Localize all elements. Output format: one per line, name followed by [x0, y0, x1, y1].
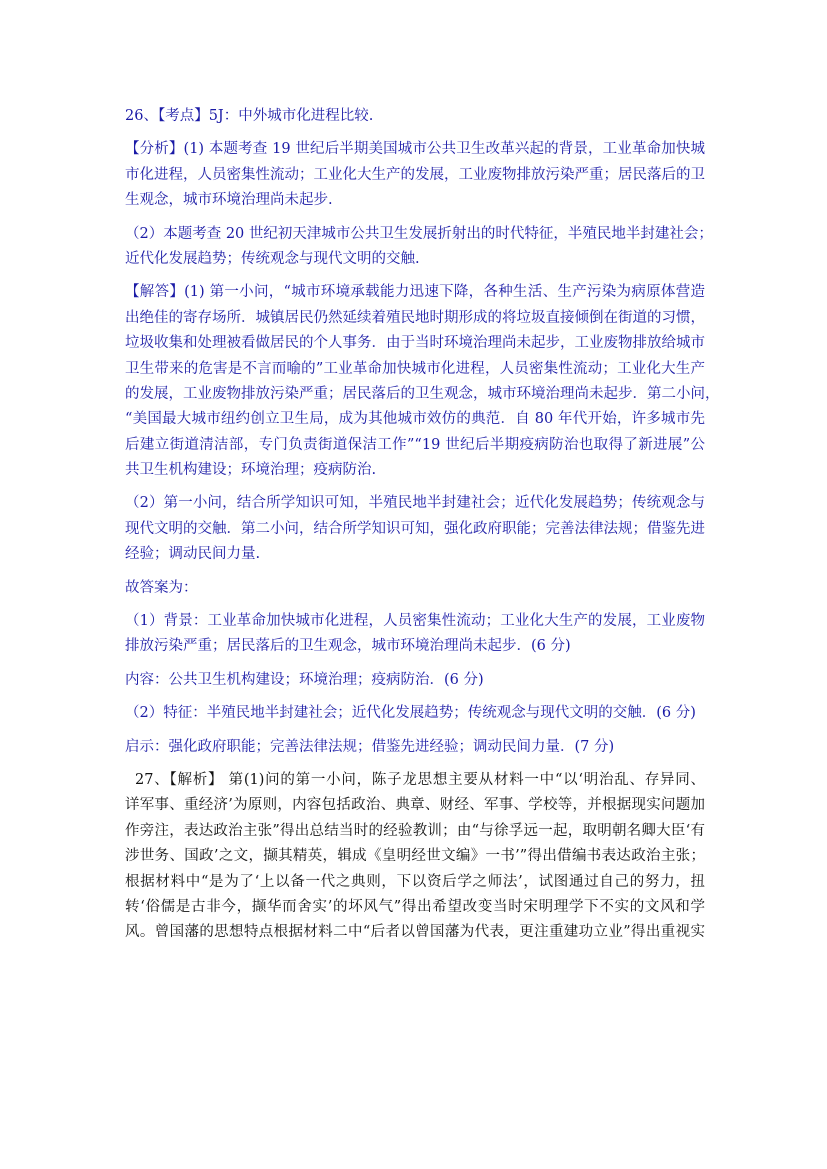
text-line: 详军事、重经济’为原则，内容包括政治、典章、财经、军事、学校等，并根据现实问题加	[125, 797, 705, 814]
text-line: 共卫生机构建设；环境治理；疫病防治.	[125, 462, 377, 479]
text-line: （2）第一小问，结合所学知识可知，半殖民地半封建社会；近代化发展趋势；传统观念与	[125, 495, 705, 512]
text-line: 【解答】(1) 第一小问，“城市环境承载能力迅速下降，各种生活、生产污染为病原体营造	[125, 284, 705, 301]
text-line: 经验；调动民间力量.	[125, 546, 261, 563]
final-answer-content: 内容：公共卫生机构建设；环境治理；疫病防治．(6 分)	[125, 671, 484, 688]
text-line: 涉世务、国政’之文，撷其精英，辑成《皇明经世文编》一书’”得出借编书表达政治主张；	[125, 848, 705, 865]
q27-analysis	[125, 768, 705, 946]
final-answer-part2: （2）特征：半殖民地半封建社会；近代化发展趋势；传统观念与现代文明的交触．(6 分)	[125, 705, 696, 722]
text-line: 后建立街道清洁部，专门负责街道保洁工作”“19 世纪后半期疫病防治也取得了新进展”公	[125, 436, 705, 453]
text-line: 排放污染严重；居民落后的卫生观念，城市环境治理尚未起步．(6 分)	[125, 638, 571, 655]
q26-heading: 26、【考点】5J：中外城市化进程比较.	[125, 108, 374, 124]
text-line: 【分析】(1) 本题考查 19 世纪后半期美国城市公共卫生改革兴起的背景，工业革命加快城	[125, 141, 705, 158]
final-answer-label: 故答案为：	[125, 579, 198, 596]
text-line: 垃圾收集和处理被看做居民的个人事务．由于当时环境治理尚未起步，工业废物排放给城市	[125, 335, 705, 352]
q26-analysis	[125, 137, 705, 213]
document-body	[125, 104, 720, 946]
text-line: 根据材料中“是为了‘上以备一代之典则，下以资后学之师法’，试图通过自己的努力，扭	[125, 873, 705, 890]
text-line: 生观念，城市环境治理尚未起步.	[125, 192, 333, 209]
text-line: 27、【解析】 第(1)问的第一小问，陈子龙思想主要从材料一中“以‘明治乱、存异同、	[135, 771, 705, 788]
text-line: 转‘俗儒是古非今，撷华而舍实’的坏风气”得出希望改变当时宋明理学下不实的文风和学	[125, 898, 705, 915]
text-line: 风。曾国藩的思想特点根据材料二中“后者以曾国藩为代表，更注重建功立业”得出重视实	[125, 924, 705, 941]
q26-analysis-part2	[125, 222, 713, 273]
text-line: 市化进程，人员密集性流动；工业化大生产的发展，工业废物排放污染严重；居民落后的卫	[125, 166, 705, 183]
final-answer-part1	[125, 609, 705, 660]
text-line: （1）背景：工业革命加快城市化进程，人员密集性流动；工业化大生产的发展，工业废物	[125, 613, 705, 630]
text-line: （2）本题考查 20 世纪初天津城市公共卫生发展折射出的时代特征，半殖民地半封建社会；	[125, 225, 713, 242]
text-line: 的发展，工业废物排放污染严重；居民落后的卫生观念，城市环境治理尚未起步．第二小问，	[125, 385, 720, 402]
text-line: “美国最大城市纽约创立卫生局，成为其他城市效仿的典范．自 80 年代开始，许多城市先	[125, 411, 705, 428]
q26-answer-part2	[125, 491, 705, 567]
text-line: 卫生带来的危害是不言而喻的”工业革命加快城市化进程，人员密集性流动；工业化大生产	[125, 360, 705, 377]
final-answer-insight: 启示：强化政府职能；完善法律法规；借鉴先进经验；调动民间力量．(7 分)	[125, 738, 615, 755]
text-line: 作旁注，表达政治主张”得出总结当时的经验教训；由“与徐孚远一起，取明朝名卿大臣‘有	[125, 822, 705, 839]
text-line: 近代化发展趋势；传统观念与现代文明的交触.	[125, 250, 420, 267]
text-line: 出绝佳的寄存场所．城镇居民仍然延续着殖民地时期形成的将垃圾直接倾倒在街道的习惯，	[125, 309, 705, 326]
text-line: 现代文明的交触．第二小问，结合所学知识可知，强化政府职能；完善法律法规；借鉴先进	[125, 520, 705, 537]
q26-answer	[125, 280, 720, 483]
